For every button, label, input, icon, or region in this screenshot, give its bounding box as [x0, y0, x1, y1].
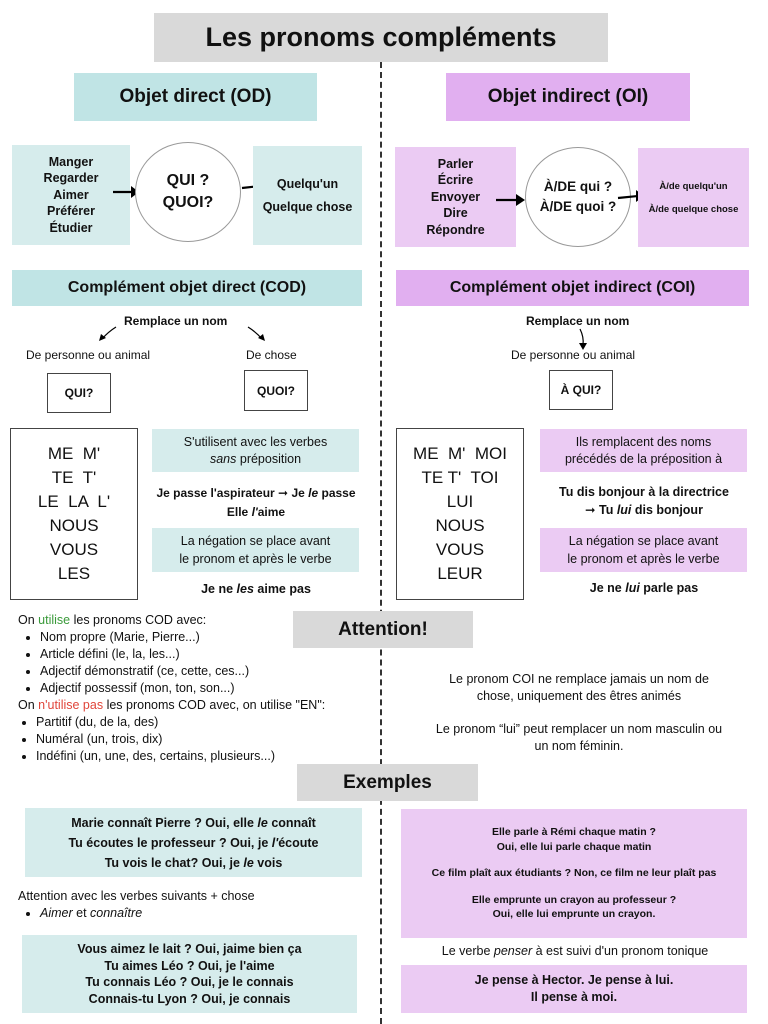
cod-nouse-item: • Partitif (du, de la, des) — [36, 714, 378, 731]
cod-use-list — [18, 612, 378, 765]
attention-header: Attention! — [293, 611, 473, 648]
coi-example-sentence: Elle emprunte un crayon au professeur ? — [471, 893, 677, 906]
coi-note-2 — [400, 721, 758, 755]
coi-example-sentence: Je pense à Hector. Je pense à lui. — [474, 973, 674, 987]
cod-examples-box-2 — [22, 935, 357, 1013]
cod-replace: Remplace un nom — [124, 314, 228, 328]
coi-aqui-box: À QUI? — [549, 370, 613, 410]
cod-example-sentence: Tu connais Léo ? Oui, je le connais — [85, 975, 294, 989]
oi-answer: À/de quelqu'un — [659, 180, 728, 192]
verbs-note — [18, 888, 368, 922]
oi-arrow-icon — [494, 190, 528, 210]
cod-example-line: Je passe l'aspirateur ➞ Je le passe — [156, 486, 356, 500]
coi-label-person: De personne ou animal — [511, 348, 636, 362]
coi-negation-example: Je ne lui parle pas — [589, 581, 699, 595]
od-question: QUI ? — [166, 172, 210, 189]
cod-example-sentence: Connais-tu Lyon ? Oui, je connais — [88, 991, 291, 1006]
od-verb: Regarder — [43, 171, 99, 186]
coi-rule-line: précédés de la préposition à — [564, 451, 723, 466]
cod-rule-line: S'utilisent avec les verbes — [183, 434, 328, 449]
cod-example-sentence: Tu vois le chat? Oui, je le vois — [104, 855, 283, 870]
cod-use-intro: On utilise les pronoms COD avec: — [18, 613, 207, 627]
coi-example-sentence: Oui, elle lui parle chaque matin — [496, 840, 652, 853]
cod-example-sentence: Vous aimez le lait ? Oui, jaime bien ça — [77, 942, 302, 956]
cod-nouse-item: • Numéral (un, trois, dix) — [36, 731, 378, 748]
od-verb: Manger — [48, 154, 94, 169]
verbs-note-item: • Aimer et connaître — [40, 905, 368, 922]
od-question-circle — [135, 142, 241, 242]
coi-replace: Remplace un nom — [526, 314, 630, 328]
coi-examples-box — [401, 809, 747, 938]
coi-header: Complément objet indirect (COI) — [396, 270, 749, 306]
cod-rule-line: sans préposition — [209, 451, 302, 466]
coi-example — [536, 483, 752, 519]
cod-nouse-intro: On n'utilise pas les pronoms COD avec, on utilise "EN": — [18, 698, 326, 712]
cod-rule-negation — [152, 528, 359, 572]
cod-pronoun: VOUS — [49, 540, 99, 559]
verbs-note-title: Attention avec les verbes suivants + chose — [18, 889, 255, 903]
coi-pronoun: LUI — [446, 492, 474, 511]
oi-question: À/DE quoi ? — [539, 199, 617, 214]
coi-note-line: chose, uniquement des êtres animés — [476, 689, 682, 703]
coi-pronoun: ME M' MOI — [413, 444, 507, 463]
cod-label-thing: De chose — [246, 348, 297, 362]
coi-note-line: un nom féminin. — [534, 739, 624, 753]
cod-pronoun: LE LA L' — [37, 492, 111, 511]
od-answers-box — [253, 146, 362, 245]
cod-pronoun: TE T' — [51, 468, 97, 487]
cod-quoi-box: QUOI? — [244, 370, 308, 411]
oi-verb: Écrire — [437, 173, 474, 188]
coi-note-1 — [400, 671, 758, 705]
cod-example-sentence: Tu aimes Léo ? Oui, je l'aime — [104, 958, 275, 973]
coi-rule-line: La négation se place avant — [568, 534, 719, 548]
coi-pronoun: VOUS — [435, 540, 485, 559]
oi-header: Objet indirect (OI) — [446, 73, 690, 121]
cod-pronoun: NOUS — [49, 516, 99, 535]
od-answer: Quelqu'un — [276, 176, 339, 191]
oi-verb: Répondre — [426, 222, 485, 237]
coi-pronoun: TE T' TOI — [421, 468, 499, 487]
cod-label-person: De personne ou animal — [26, 348, 151, 362]
coi-example-sentence: Il pense à moi. — [530, 990, 618, 1004]
coi-note-line: Le pronom “lui” peut remplacer un nom masculin ou — [435, 722, 723, 736]
cod-example-line: Elle l'aime — [226, 505, 286, 519]
oi-answers-box — [638, 148, 749, 247]
oi-verb: Dire — [443, 206, 468, 221]
coi-pronoun: NOUS — [435, 516, 485, 535]
cod-use-item: • Adjectif possessif (mon, ton, son...) — [40, 680, 378, 697]
coi-example-sentence: Ce film plaît aux étudiants ? Non, ce film ne leur plaît pas — [431, 867, 717, 880]
od-verb: Étudier — [49, 220, 93, 235]
cod-examples-box — [25, 808, 362, 877]
od-question: QUOI? — [162, 194, 214, 211]
coi-rule-line: le pronom et après le verbe — [567, 552, 720, 566]
center-divider — [380, 62, 382, 1024]
cod-rule-line: La négation se place avant — [180, 534, 331, 548]
exemples-header: Exemples — [297, 764, 478, 801]
coi-note-line: Le pronom COI ne remplace jamais un nom de — [449, 672, 709, 686]
cod-rule-prep — [152, 429, 359, 472]
page-title: Les pronoms compléments — [154, 13, 608, 62]
cod-pronoun: LES — [57, 564, 91, 583]
cod-arrow-left-icon — [96, 324, 120, 344]
cod-pronoun: ME M' — [47, 444, 101, 463]
coi-pronouns-box — [396, 428, 524, 600]
oi-question: À/DE qui ? — [543, 179, 613, 194]
coi-rule-line: Ils remplacent des noms — [575, 434, 712, 449]
od-verb: Aimer — [53, 187, 89, 202]
od-verb: Préférer — [47, 204, 95, 219]
coi-rule-prep — [540, 429, 747, 472]
coi-pronoun: LEUR — [437, 564, 483, 583]
coi-rule-negation — [540, 528, 747, 572]
coi-examples-box-2 — [401, 965, 747, 1013]
coi-example-line: Tu dis bonjour à la directrice — [559, 485, 729, 499]
cod-arrow-right-icon — [244, 324, 268, 344]
coi-example-sentence: Oui, elle lui emprunte un crayon. — [492, 908, 656, 921]
cod-use-item: • Nom propre (Marie, Pierre...) — [40, 629, 378, 646]
cod-negation-example: Je ne les aime pas — [201, 582, 311, 596]
cod-pronouns-box — [10, 428, 138, 600]
cod-example-sentence: Tu écoutes le professeur ? Oui, je l'écoute — [68, 835, 319, 850]
cod-qui-box: QUI? — [47, 373, 111, 413]
coi-example-sentence: Elle parle à Rémi chaque matin ? — [492, 826, 656, 839]
cod-use-item: • Article défini (le, la, les...) — [40, 646, 378, 663]
cod-nouse-item: • Indéfini (un, une, des, certains, plusieurs...) — [36, 748, 378, 765]
cod-rule-line: le pronom et après le verbe — [179, 552, 332, 566]
cod-example — [148, 484, 364, 522]
od-answer: Quelque chose — [262, 199, 353, 214]
coi-example-line: ➞ Tu lui dis bonjour — [585, 503, 703, 517]
cod-example-sentence: Marie connaît Pierre ? Oui, elle le connaît — [71, 815, 316, 830]
oi-verb: Parler — [437, 156, 474, 171]
oi-verb: Envoyer — [430, 189, 481, 204]
cod-use-item: • Adjectif démonstratif (ce, cette, ces...) — [40, 663, 378, 680]
penser-note: Le verbe penser à est suivi d'un pronom tonique — [441, 944, 709, 958]
cod-header: Complément objet direct (COD) — [12, 270, 362, 306]
od-header: Objet direct (OD) — [74, 73, 317, 121]
oi-answer: À/de quelque chose — [648, 203, 739, 215]
